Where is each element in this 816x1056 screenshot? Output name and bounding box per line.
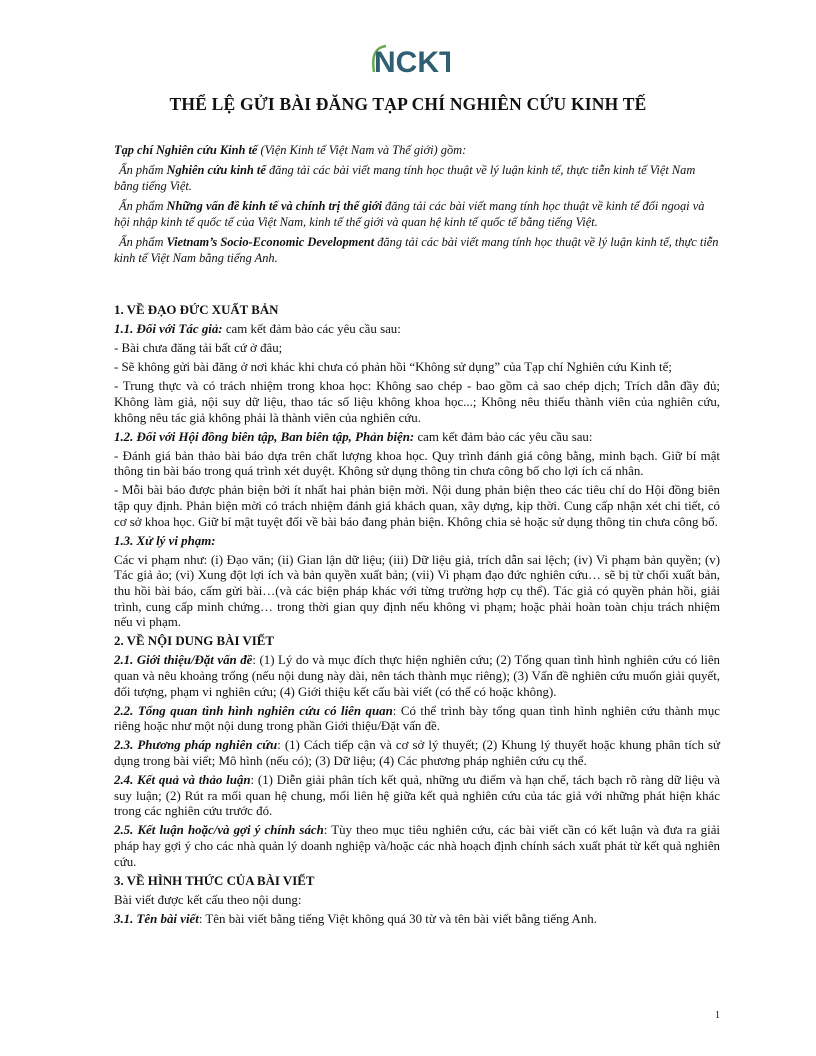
intro-paragraph: [114, 142, 720, 159]
subsection: [114, 430, 720, 446]
intro-text: Ấn phẩm: [119, 234, 167, 249]
subsection-label: 3.1. Tên bài viết: [114, 911, 199, 926]
intro-text: Ấn phẩm: [119, 198, 167, 213]
subsection: [114, 823, 720, 870]
publication-name: Nghiên cứu kinh tế: [166, 162, 266, 177]
intro-text: đăng tải các bài viết mang tính học thuật về lý luận kinh tế, thực tiễn kinh tế Việt Nam bằng tiếng Việt.: [114, 162, 696, 193]
paragraph: Bài viết được kết cấu theo nội dung:: [114, 892, 302, 907]
publication-name: Những vấn đề kinh tế và chính trị thế giới: [166, 198, 382, 213]
subsection-label: 1.1. Đối với Tác giả:: [114, 322, 223, 337]
publication-name: Vietnam’s Socio-Economic Development: [166, 234, 375, 249]
intro-paragraph: [114, 234, 720, 267]
intro-paragraph: [114, 198, 720, 231]
bullet-item: - Đánh giá bản thảo bài báo dựa trên chất lượng khoa học. Quy trình đánh giá công bằng, minh bạch. Giữ bí mật thông tin bài báo trong quá trình xét duyệt. Không sử dụng thông tin chưa công bố cho lợi ích cá nhân.: [114, 448, 720, 479]
intro-text: đăng tải các bài viết mang tính học thuật về kinh tế đối ngoại và hội nhập kinh tế quốc tế của Việt Nam, kinh tế thế giới và quan hệ kinh tế quốc tế bằng tiếng Việt.: [114, 198, 705, 229]
subsection-text: : (1) Diễn giải phân tích kết quả, những ưu điểm và hạn chế, tách bạch rõ ràng dữ liệu và suy luận; (2) Rút ra mối quan hệ chung, mối liên hệ giữa kết quả nghiên cứu của tác giả với những phát hiện khác trong các nghiên cứu trước đó.: [114, 773, 720, 819]
document-title: THỂ LỆ GỬI BÀI ĐĂNG TẠP CHÍ NGHIÊN CỨU KINH TẾ: [169, 94, 647, 114]
subsection-label: 2.1. Giới thiệu/Đặt vấn đề: [114, 653, 253, 668]
subsection-text: cam kết đảm bảo các yêu cầu sau:: [222, 322, 401, 337]
bullet-item: - Trung thực và có trách nhiệm trong khoa học: Không sao chép - bao gồm cả sao chép dịch; Trích dẫn đầy đủ; Không làm giả, nội suy dữ liệu, thao tác số liệu không khoa học...; Không nêu thiếu thành viên của nghiên cứu, không nêu tác giả không phải là thành viên của nghiên cứu.: [114, 379, 720, 425]
subsection: [114, 322, 720, 338]
subsection-label: 1.2. Đối với Hội đồng biên tập, Ban biên tập, Phản biện:: [114, 429, 415, 444]
subsection-label: 2.3. Phương pháp nghiên cứu: [114, 738, 278, 753]
journal-name: Tạp chí Nghiên cứu Kinh tế: [114, 143, 258, 157]
subsection-text: : Tùy theo mục tiêu nghiên cứu, các bài viết cần có kết luận và đưa ra giải pháp hay gợi ý cho các nhà quản lý doanh nghiệp và/hoặc các nhà hoạch định chính sách xuất phát từ kết quả nghiên cứu.: [114, 823, 720, 869]
page-number: 1: [715, 1010, 720, 1021]
subsection-text: : (1) Cách tiếp cận và cơ sở lý thuyết; (2) Khung lý thuyết hoặc khung phân tích sử dụng trong bài viết; Mô hình (nếu có); (3) Dữ liệu; (4) Các phương pháp nghiên cứu cụ thể.: [114, 738, 720, 768]
bullet-item: - Sẽ không gửi bài đăng ở nơi khác khi chưa có phản hồi “Không sử dụng” của Tạp chí Nghiên cứu Kinh tế;: [114, 360, 672, 375]
subsection-text: : Có thể trình bày tổng quan tình hình nghiên cứu thành mục riêng hoặc như một nội dung trong phần Giới thiệu/Đặt vấn đề.: [114, 703, 720, 734]
section-heading: 1. VỀ ĐẠO ĐỨC XUẤT BẢN: [114, 303, 279, 317]
main-content: [114, 300, 720, 931]
subsection-label: 2.2. Tổng quan tình hình nghiên cứu có liên quan: [114, 703, 393, 718]
logo-image: [368, 38, 450, 80]
paragraph: Các vi phạm như: (i) Đạo văn; (ii) Gian lận dữ liệu; (iii) Dữ liệu giả, trích dẫn sai lệch; (iv) Vi phạm bản quyền; (v) Tác giả ảo; (vi) Xung đột lợi ích và bản quyền xuất bản; (vii) Vi phạm đạo đức nghiên cứu… sẽ bị từ chối xuất bản, thu hồi bài báo, cấm gửi bài…(và các biện pháp khác với từng trường hợp cụ thể). Tác giả có quyền phản hồi, giải trình, cung cấp minh chứng… trong thời gian quy định nếu không vi phạm; hoặc phải hoàn toàn chịu trách nhiệm nếu vi phạm.: [114, 552, 720, 630]
bullet-item: - Mỗi bài báo được phản biện bởi ít nhất hai phản biện mời. Nội dung phản biện theo các tiêu chí do Hội đồng biên tập quy định. Phản biện mời có trách nhiệm đánh giá khách quan, xây dựng, kịp thời. Cung cấp nhận xét chi tiết, có cơ sở khoa học. Giữ bí mật tuyệt đối về bài báo đang phản biện. Không chia sẻ hoặc sử dụng thông tin chưa công bố.: [114, 483, 720, 529]
subsection-label: 2.4. Kết quả và thảo luận: [114, 773, 251, 788]
bullet-item: - Bài chưa đăng tải bất cứ ở đâu;: [114, 341, 283, 356]
subsection: [114, 534, 720, 550]
intro-paragraph: [114, 162, 720, 195]
section-heading: 3. VỀ HÌNH THỨC CỦA BÀI VIẾT: [114, 873, 315, 888]
subsection: [114, 738, 720, 769]
subsection: [114, 912, 720, 928]
subsection: [114, 653, 720, 700]
logo-text: NCKT: [374, 46, 450, 79]
intro-text: Ấn phẩm: [119, 162, 167, 177]
subsection: [114, 773, 720, 820]
subsection: [114, 704, 720, 735]
intro-text: (Viện Kinh tế Việt Nam và Thế giới) gồm:: [257, 143, 467, 157]
intro-text: đăng tải các bài viết mang tính học thuật về lý luận kinh tế, thực tiễn kinh tế Việt Nam bằng tiếng Anh.: [114, 234, 719, 265]
nckt-logo: [368, 38, 450, 80]
subsection-text: cam kết đảm bảo các yêu cầu sau:: [414, 429, 593, 444]
intro-section: [114, 142, 720, 270]
subsection-text: : (1) Lý do và mục đích thực hiện nghiên cứu; (2) Tổng quan tình hình nghiên cứu có liên quan và nêu khoảng trống (nếu nội dung này dài, nên tách thành mục riêng); (3) Vấn đề nghiên cứu muốn giải quyết, đối tượng, phạm vi nghiên cứu; (4) Giới thiệu kết cấu bài viết (có thể có hoặc không).: [114, 653, 721, 699]
subsection-label: 1.3. Xử lý vi phạm:: [114, 533, 216, 548]
subsection-label: 2.5. Kết luận hoặc/và gợi ý chính sách: [114, 823, 324, 838]
section-heading: 2. VỀ NỘI DUNG BÀI VIẾT: [114, 634, 274, 649]
subsection-text: : Tên bài viết bằng tiếng Việt không quá 30 từ và tên bài viết bằng tiếng Anh.: [198, 911, 597, 926]
